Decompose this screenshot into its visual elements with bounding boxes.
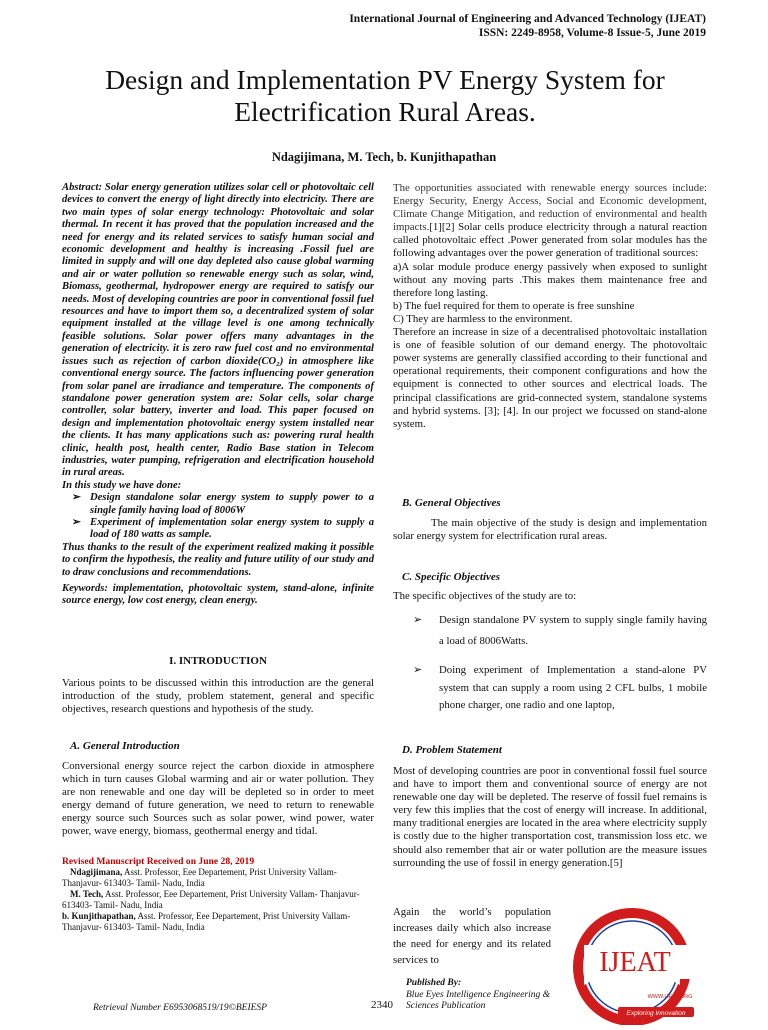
affiliation-2: M. Tech, Asst. Professor, Eee Departement, Prist University Vallam- Thanjavur- 613403- Tamil- Nadu, India (62, 889, 360, 910)
specific-objectives-intro: The specific objectives of the study are to: (393, 590, 577, 602)
advantage-c: C) They are harmless to the environment. (393, 312, 573, 325)
retrieval-number: Retrieval Number E6953068519/19©BEIESP (93, 1003, 267, 1013)
publisher-line-2: Sciences Publication (406, 1001, 486, 1011)
abstract-paragraph: Abstract: Solar energy generation utilizes solar cell or photovoltaic cell devices to convert the energy of light directly into electricity. There are two main types of solar energy technology: Photovoltaic and solar thermal. In recent it has proved that the population increased and the need for energy and its related services to satisfy human social and economic development and healthy is increasing .Fossil fuel are limited in supply and will one day depleted also cause global warming and air or water pollution so renewable energy such as solar, wind, Biomass, geothermal, hydropower energy are required to satisfy our needs. Most of developing countries are poor in conventional fossil fuel resources and have to import them so, a decentralized system of solar equipment installed at the village level is one among technically feasible solutions. Solar power offers many advantages in the generation of electricity. it is zero raw fuel cost and no environmental issues such as rejection of carbon dioxide(CO₂) in atmosphere like conventional energy source. The factors influencing power generation from solar panel are irradiance and temperature. The components of standalone power generation system are: Solar cells, solar charge controller, solar battery, inverter and load. This paper focused on design and implementation photovoltaic energy system installed near the clients. It has many applications such as: powering rural health clinic, health post, health center, Radio Base station in Telecom industries, water pumping, refrigeration and electrification household in rural areas. (62, 182, 374, 479)
bullet-arrow-icon: ➢ (413, 614, 423, 626)
paper-authors: Ndagijimana, M. Tech, b. Kunjithapathan (271, 150, 497, 164)
paper-title: Design and Implementation PV Energy System for Electrification Rural Areas. (105, 64, 665, 127)
journal-header (349, 12, 706, 40)
section-general-introduction: A. General Introduction (70, 740, 180, 752)
right-column-intro (393, 182, 707, 431)
opportunities-paragraph: The opportunities associated with renewable energy sources include: Energy Security, Energy Access, Social and Economic development, Climate Change Mitigation, and reduction of environmental and health impacts.[1][2] Solar cells produce electricity through a natural reaction called photovoltaic effect .Power generated from solar modules has the following advantages over the power generation of traditional sources: (393, 182, 707, 260)
abstract-block (62, 182, 374, 608)
population-paragraph: Again the world’s population increases daily which also increase the need for energy and its related services to (393, 906, 551, 966)
abstract-bullet-1: ➢ Design standalone solar energy system to supply power to a single family having load of 8006W (62, 492, 374, 517)
journal-name: International Journal of Engineering and Advanced Technology (IJEAT) (349, 13, 706, 25)
abstract-label: Abstract: (62, 182, 103, 193)
journal-issn: ISSN: 2249-8958, Volume-8 Issue-5, June 2019 (478, 27, 706, 39)
abstract-bullet-2: ➢ Experiment of implementation solar energy system to supply a load of 180 watts as sample. (62, 517, 374, 542)
ijeat-logo (560, 905, 710, 1025)
general-objectives-paragraph: The main objective of the study is design and implementation solar energy system for electrification rural areas. (393, 517, 707, 543)
general-introduction-paragraph: Conversional energy source reject the carbon dioxide in atmosphere which in turn causes Global warming and air or water pollution. They are non renewable and one day will be depleted so in order to meet energy demand of future generation, we need to return to renewable energy source such Sources such as solar power, wind power, water power, wave energy, biomass, geothermal energy and tidal. (62, 760, 374, 838)
logo-name: IJEAT (599, 947, 671, 978)
section-problem-statement: D. Problem Statement (402, 744, 502, 756)
published-by: Published By: (406, 978, 462, 988)
logo-url: WWW.IJEAT.ORG (647, 994, 693, 1000)
abstract-conclusion: Thus thanks to the result of the experiment realized making it possible to confirm the hypothesis, the reality and future utility of our study and to draw conclusions and recommendations. (62, 541, 374, 578)
advantage-b: b) The fuel required for them to operate is free sunshine (393, 299, 635, 312)
intro-heading: I. INTRODUCTION (169, 655, 267, 667)
section-general-objectives: B. General Objectives (402, 497, 501, 509)
publisher-line-1: Blue Eyes Intelligence Engineering & (406, 989, 551, 1000)
logo-tagline: Exploring Innovation (626, 1010, 686, 1017)
publisher-block (406, 978, 550, 1013)
keywords: Keywords: implementation, photovoltaic system, stand-alone, infinite source energy, low cost energy, clean energy. (62, 583, 374, 607)
objective-1: ➢ Design standalone PV system to supply single family having a load of 8006Watts. (413, 610, 707, 652)
objective-2: ➢ Doing experiment of Implementation a stand-alone PV system that can supply a room using 2 CFL bulbs, 1 mobile phone charger, one radio and one laptop, (413, 664, 707, 711)
bullet-arrow-icon: ➢ (413, 664, 423, 676)
abstract-done-intro: In this study we have done: (62, 479, 182, 491)
page-number: 2340 (371, 999, 393, 1011)
affiliation-1: Ndagijimana, Asst. Professor, Eee Departement, Prist University Vallam- Thanjavur- 613403- Tamil- Nadu, India (62, 867, 337, 888)
section-specific-objectives: C. Specific Objectives (402, 571, 501, 583)
problem-statement-paragraph: Most of developing countries are poor in conventional fossil fuel source and have to import them and conventional source of energy are not renewable one day will be depleted. The reserve of fossil fuel remains is very few this implies that the cost of energy will increase. In additional, many traditional energies are located in the area where electricity supply is costly due to the higher transportation cost, transmission loss etc. we should also remember that air or water pollution are the measure issues surrounding the use of fossil in energy generation.[5] (393, 765, 707, 869)
intro-paragraph: Various points to be discussed within this introduction are the general introduction of the study, problem statement, general and specific objectives, research questions and hypothesis of the study. (62, 677, 374, 716)
classification-paragraph: Therefore an increase in size of a decentralised photovoltaic installation is one of feasible solution of our demand energy. The photovoltaic power systems are generally classified according to their functional and operational requirements, their component configurations and how the equipment is connected to other sources and electrical loads. The principal classifications are grid-connected system, standalone systems and hybrid systems. [3]; [4]. In our project we focussed on stand-alone system. (393, 326, 707, 430)
revised-date: Revised Manuscript Received on June 28, 2019 (62, 856, 255, 867)
affiliation-3: b. Kunjithapathan, Asst. Professor, Eee Departement, Prist University Vallam- Thanjavur- 613403- Tamil- Nadu, India (62, 911, 351, 932)
advantage-a: a)A solar module produce energy passively when exposed to sunlight without any moving parts .This makes them maintenance free and therefore long lasting. (393, 260, 707, 299)
manuscript-info (62, 856, 374, 933)
